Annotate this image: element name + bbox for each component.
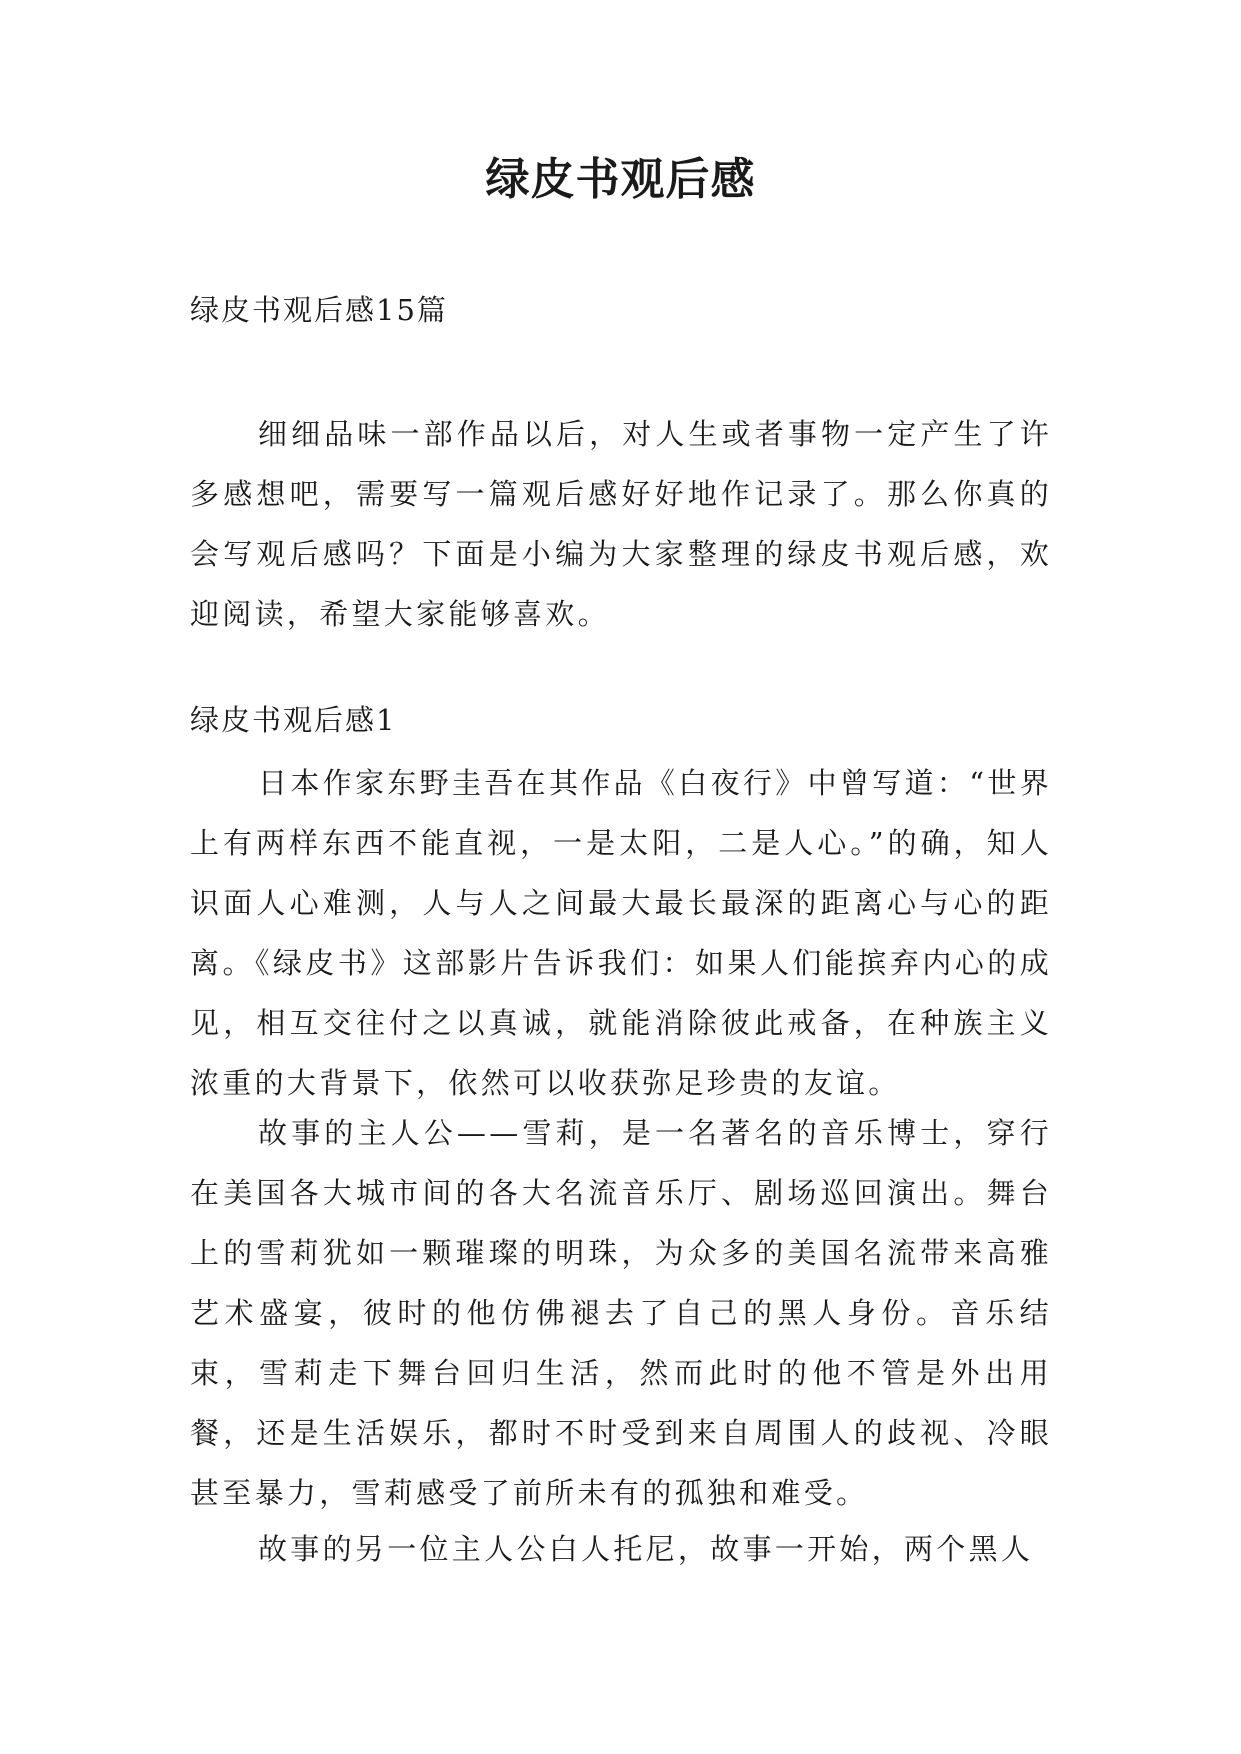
document-title: 绿皮书观后感 [485,154,756,205]
body-paragraph-2: 故事的主人公——雪莉，是一名著名的音乐博士，穿行在美国各大城市间的各大名流音乐厅、剧场巡回演出。舞台上的雪莉犹如一颗璀璨的明珠，为众多的美国名流带来高雅艺术盛宴，彼时的他仿佛褪去了自己的黑人身份。音乐结束，雪莉走下舞台回归生活，然而此时的他不管是外出用餐，还是生活娱乐，都时不时受到来自周围人的歧视、冷眼甚至暴力，雪莉感受了前所未有的孤独和难受。 [190,1116,1052,1510]
section-heading: 绿皮书观后感1 [190,703,397,737]
body-paragraph-3: 故事的另一位主人公白人托尼，故事一开始，两个黑人 [258,1532,1034,1566]
intro-paragraph: 细细品味一部作品以后，对人生或者事物一定产生了许多感想吧，需要写一篇观后感好好地作记录了。那么你真的会写观后感吗？下面是小编为大家整理的绿皮书观后感，欢迎阅读，希望大家能够喜欢。 [190,417,1052,631]
body-paragraph-1: 日本作家东野圭吾在其作品《白夜行》中曾写道：“世界上有两样东西不能直视，一是太阳，二是人心。”的确，知人识面人心难测，人与人之间最大最长最深的距离心与心的距离。《绿皮书》这部影片告诉我们：如果人们能摈弃内心的成见，相互交往付之以真诚，就能消除彼此戒备，在种族主义浓重的大背景下，依然可以收获弥足珍贵的友谊。 [190,766,1052,1100]
document-subtitle: 绿皮书观后感15篇 [190,293,448,327]
